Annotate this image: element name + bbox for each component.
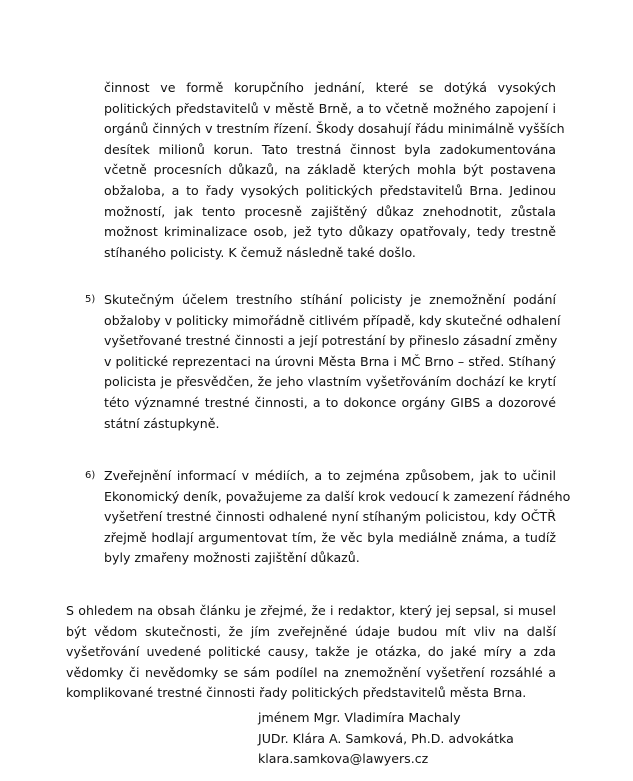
paragraph-line: vyšetření trestné činnosti odhalené nyní stíhaným policistou, kdy OČTŘ xyxy=(104,509,556,525)
paragraph-line: Zveřejnění informací v médiích, a to zejména způsobem, jak to učinil xyxy=(104,468,556,483)
paragraph-line: vědomky či nevědomky se sám podílel na znemožnění vyšetření rozsáhlé a xyxy=(66,664,556,680)
paragraph-line: S ohledem na obsah článku je zřejmé, že i redaktor, který jej sepsal, si musel xyxy=(66,603,556,618)
paragraph-line: stíhaného policisty. K čemuž následně také došlo. xyxy=(104,244,416,260)
list-number: 6) xyxy=(85,470,96,481)
paragraph-line: Skutečným účelem trestního stíhání policisty je znemožnění podání xyxy=(104,292,556,307)
paragraph-line: státní zástupkyně. xyxy=(104,415,220,431)
closing-paragraph xyxy=(66,601,556,704)
signature-block xyxy=(258,708,514,770)
paragraph-line: včetně procesních důkazů, na základě kterých mohla být postavena xyxy=(104,162,556,178)
paragraph-line: politických představitelů v městě Brně, a to včetně možného zapojení i xyxy=(104,100,556,116)
continued-paragraph xyxy=(104,78,565,263)
paragraph-line: možnost kriminalizace osob, jež tyto důkazy opatřovaly, tedy trestně xyxy=(104,224,556,240)
paragraph-line: orgánů činných v trestním řízení. Škody dosahují řádu minimálně vyšších xyxy=(104,121,565,137)
paragraph-line: obžaloby v politicky mimořádně citlivém případě, kdy skutečné odhalení xyxy=(104,312,561,328)
list-number: 5) xyxy=(85,294,96,305)
paragraph-line: této významné trestné činnosti, a to dokonce orgány GIBS a dozorové xyxy=(104,394,556,410)
paragraph-line: komplikované trestné činnosti řady politických představitelů města Brna. xyxy=(66,685,527,701)
paragraph-line: Ekonomický deník, považujeme za další krok vedoucí k zamezení řádného xyxy=(104,488,571,504)
paragraph-line: policista je přesvědčen, že jeho vlastním vyšetřováním dochází ke krytí xyxy=(104,374,556,390)
paragraph-line: zřejmě hodlají argumentovat tím, že věc byla mediálně známa, a tudíž xyxy=(104,529,556,545)
paragraph-line: byly zmařeny možnosti zajištění důkazů. xyxy=(104,550,360,566)
paragraph-line: být vědom skutečnosti, že jím zveřejněné údaje budou mít vliv na další xyxy=(66,623,556,639)
signature-email: klara.samkova@lawyers.cz xyxy=(258,751,429,767)
paragraph-line: vyšetřování uvedené politické causy, takže je otázka, do jaké míry a zda xyxy=(66,644,556,660)
list-item-6 xyxy=(104,466,571,569)
paragraph-line: v politické reprezentaci na úrovni Města Brna i MČ Brno – střed. Stíhaný xyxy=(104,353,556,369)
list-item-5 xyxy=(104,290,561,434)
paragraph-line: činnost ve formě korupčního jednání, které se dotýká vysokých xyxy=(104,80,556,95)
signature-name: JUDr. Klára A. Samková, Ph.D. advokátka xyxy=(258,730,514,746)
paragraph-line: desítek milionů korun. Tato trestná činnost byla zadokumentována xyxy=(104,141,556,157)
paragraph-line: možností, jak tento procesně zajištěný důkaz znehodnotit, zůstala xyxy=(104,203,556,219)
paragraph-line: vyšetřované trestné činnosti a její potrestání by přineslo zásadní změny xyxy=(104,333,558,349)
paragraph-line: obžaloba, a to řady vysokých politických představitelů Brna. Jedinou xyxy=(104,182,556,198)
signature-on-behalf: jménem Mgr. Vladimíra Machaly xyxy=(258,710,461,725)
